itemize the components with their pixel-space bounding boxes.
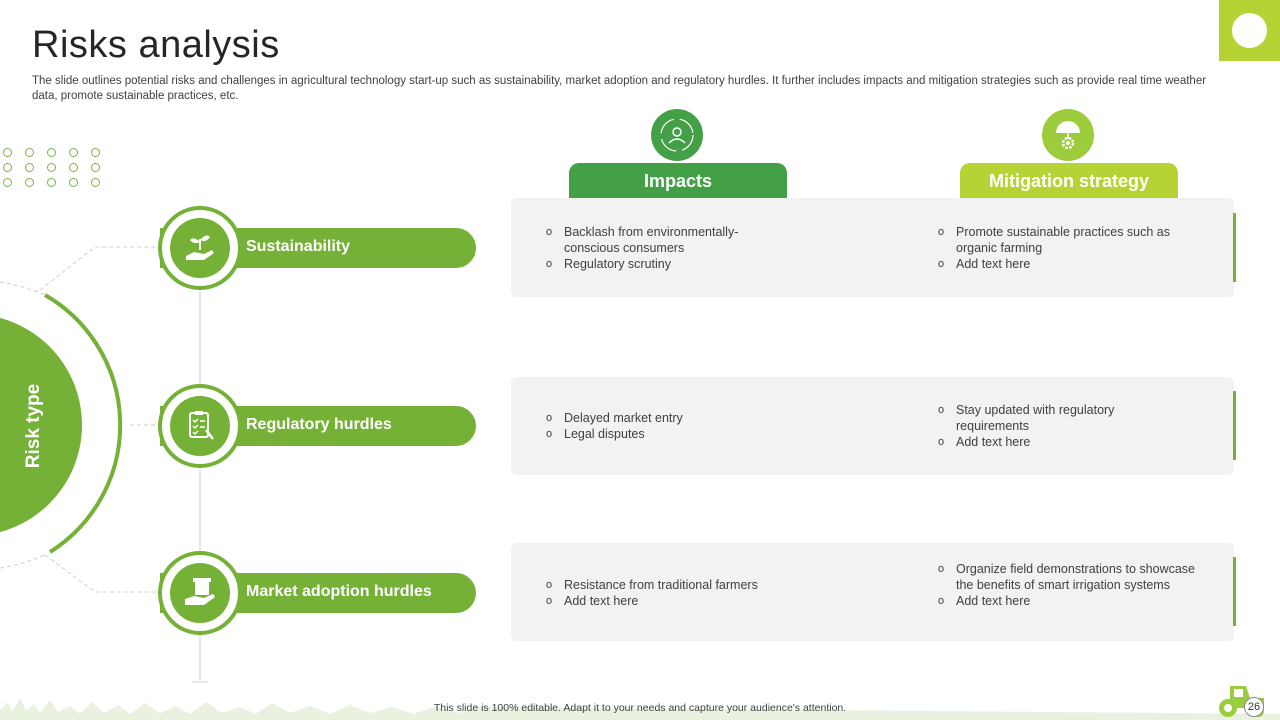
umbrella-gear-icon [1042,109,1094,161]
page-number: 26 [1244,697,1264,717]
card-accent-bar [1233,391,1236,460]
list-item: o Add text here [546,593,806,609]
list-item: o Resistance from traditional farmers [546,577,806,593]
risk-type-label: Risk type [23,383,44,469]
risk-name: Sustainability [246,238,351,255]
mitigation-list [938,402,1158,450]
impacts-list [546,577,806,609]
risk-icon-circle [158,551,242,635]
product-hand-icon [170,563,230,623]
risk-icon-circle [158,384,242,468]
corner-decoration [1219,0,1280,61]
mitigation-list [938,224,1208,272]
list-item: o Organize field demonstrations to showcase the benefits of smart irrigation systems [938,561,1208,593]
impacts-list [546,224,786,272]
slide-subtitle: The slide outlines potential risks and challenges in agricultural technology start-up such as sustainability, market adoption and regulatory hurdles. It further includes impacts and mitigation strategies such as provide real time weather data, promote sustainable practices, etc. [32,75,1207,102]
list-item: o Add text here [938,593,1208,609]
list-item: o Regulatory scrutiny [546,256,786,272]
list-item: o Legal disputes [546,426,786,442]
impacts-list [546,410,786,442]
list-item: o Add text here [938,434,1158,450]
impacts-header: Impacts [569,163,787,199]
list-item: o Backlash from environmentally-conscious consumers [546,224,786,256]
impacts-header-icon [651,109,703,161]
risk-card-market-adoption [511,543,1234,641]
corner-circle-icon [1232,13,1267,48]
risk-card-sustainability [511,198,1234,297]
checklist-icon [170,396,230,456]
list-item: o Add text here [938,256,1208,272]
risk-icon-circle [158,206,242,290]
risk-name: Market adoption hurdles [246,583,432,600]
list-item: o Promote sustainable practices such as organic farming [938,224,1208,256]
mitigation-header: Mitigation strategy [960,163,1178,199]
card-accent-bar [1233,213,1236,282]
footer-note: This slide is 100% editable. Adapt it to your needs and capture your audience's attention. [433,702,847,714]
mitigation-list [938,561,1208,609]
card-accent-bar [1233,557,1236,626]
plant-hand-icon [170,218,230,278]
slide-title: Risks analysis [32,24,280,66]
grass-decoration [0,680,1280,720]
list-item: o Stay updated with regulatory requirements [938,402,1158,434]
list-item: o Delayed market entry [546,410,786,426]
risk-name: Regulatory hurdles [246,416,392,433]
risk-card-regulatory [511,377,1234,475]
